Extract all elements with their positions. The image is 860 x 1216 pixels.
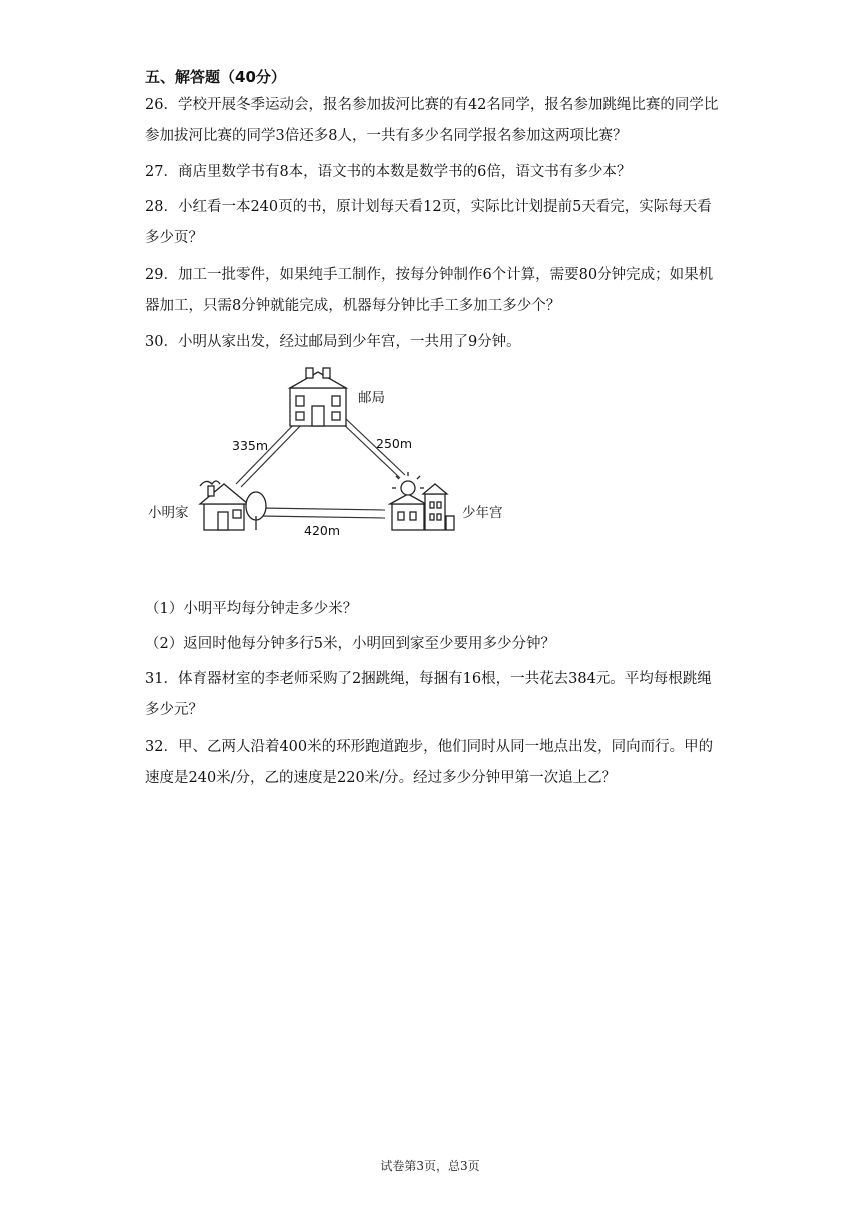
- question-27: 27．商店里数学书有8本，语文书的本数是数学书的6倍，语文书有多少本？: [145, 164, 632, 180]
- question-28: 28．小红看一本240页的书，原计划每天看12页，实际比计划提前5天看完，实际每天看多少页？: [145, 199, 712, 246]
- page-footer: 试卷第3页，总3页: [380, 1159, 480, 1173]
- distance-home-post: 335m: [232, 438, 269, 453]
- question-26: 26．学校开展冬季运动会，报名参加拔河比赛的有42名同学，报名参加跳绳比赛的同学比参加拔河比赛的同学3倍还多8人，一共有多少名同学报名参加这两项比赛？: [145, 97, 719, 144]
- home-label: 小明家: [148, 505, 189, 521]
- question-31: 31．体育器材室的李老师采购了2捆跳绳，每捆有16根，一共花去384元。平均每根跳绳多少元？: [145, 671, 712, 718]
- section-title: 五、解答题（40分）: [145, 68, 286, 86]
- question-30-part-1: （1）小明平均每分钟走多少米？: [145, 601, 358, 617]
- question-29: 29．加工一批零件，如果纯手工制作，按每分钟制作6个计算，需要80分钟完成；如果机器加工，只需8分钟就能完成，机器每分钟比手工多加工多少个？: [145, 267, 714, 314]
- question-30-part-2: （2）返回时他每分钟多行5米，小明回到家至少要用多少分钟？: [145, 636, 555, 652]
- route-diagram: [140, 366, 520, 556]
- post-office-icon: [290, 368, 346, 426]
- question-30: 30．小明从家出发，经过邮局到少年宫，一共用了9分钟。: [145, 334, 521, 350]
- distance-home-palace: 420m: [304, 523, 341, 538]
- home-icon: [200, 481, 266, 530]
- road-home-palace: [260, 508, 385, 518]
- distance-post-palace: 250m: [376, 436, 413, 451]
- question-32: 32．甲、乙两人沿着400米的环形跑道跑步，他们同时从同一地点出发，同向而行。甲的速度是240米/分，乙的速度是220米/分。经过多少分钟甲第一次追上乙？: [145, 739, 714, 786]
- youth-palace-label: 少年宫: [462, 505, 503, 521]
- post-office-label: 邮局: [358, 390, 385, 406]
- youth-palace-icon: [390, 472, 454, 530]
